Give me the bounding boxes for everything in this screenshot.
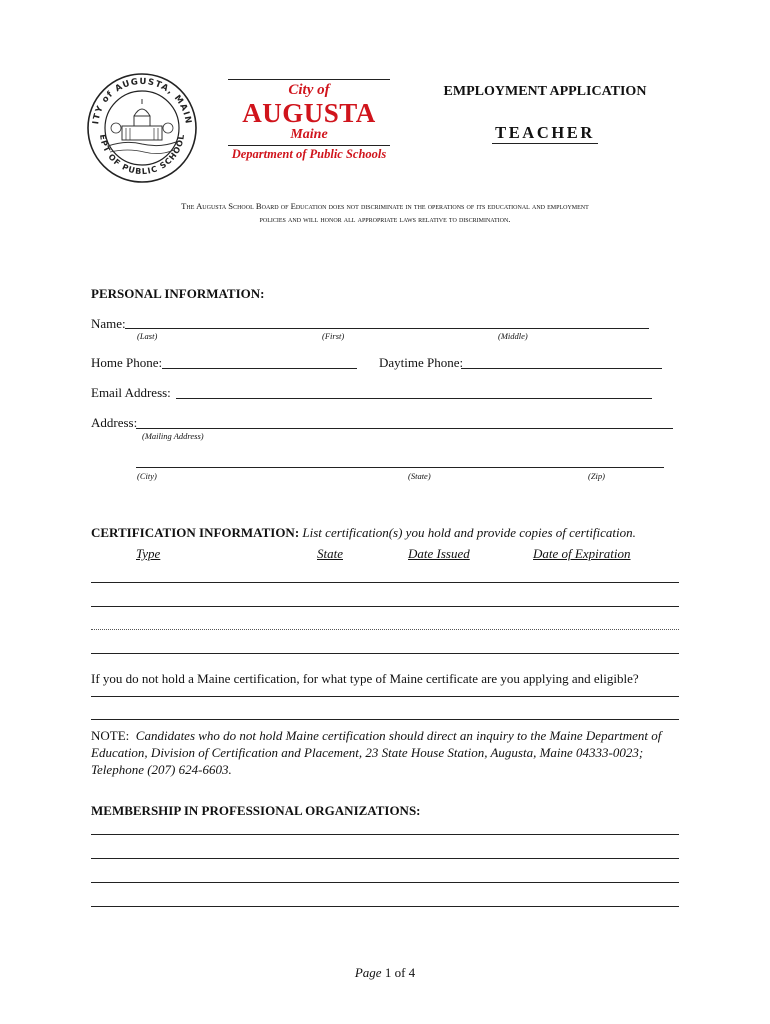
- page-label: Page: [354, 965, 382, 980]
- personal-info-heading: PERSONAL INFORMATION:: [91, 286, 265, 301]
- position-title: TEACHER: [495, 123, 595, 142]
- name-input-line[interactable]: [125, 328, 649, 329]
- last-name-caption: (Last): [137, 331, 158, 341]
- page-number: [0, 965, 770, 981]
- note-line-2: Education, Division of Certification and Placement, 23 State House Station, Augusta, Maine 04333-0023;: [91, 745, 644, 760]
- membership-heading: MEMBERSHIP IN PROFESSIONAL ORGANIZATIONS:: [91, 803, 421, 818]
- email-input-line[interactable]: [176, 398, 652, 399]
- certification-row-3[interactable]: [91, 629, 679, 630]
- non-discrimination-notice-line1: The Augusta School Board of Education does not discriminate in the operations of its educational and employment: [181, 201, 589, 211]
- state-caption: (State): [408, 471, 431, 481]
- certification-row-4[interactable]: [91, 653, 679, 654]
- col-date-issued: Date Issued: [408, 546, 470, 561]
- name-label: Name:: [91, 316, 126, 331]
- zip-caption: (Zip): [588, 471, 605, 481]
- maine-cert-answer-line-1[interactable]: [91, 696, 679, 697]
- note-text-1: Candidates who do not hold Maine certification should direct an inquiry to the Maine Department of: [135, 728, 662, 743]
- middle-name-caption: (Middle): [498, 331, 528, 341]
- maine-cert-answer-line-2[interactable]: [91, 719, 679, 720]
- svg-text:DEPT OF PUBLIC SCHOOLS: EPT OF PUBLIC SCHOOL: [97, 133, 187, 177]
- city-caption: (City): [137, 471, 157, 481]
- city-of-label: City of: [288, 82, 330, 98]
- note-line-3: Telephone (207) 624-6603.: [91, 762, 232, 777]
- certification-note: [91, 727, 691, 778]
- address-label: Address:: [91, 415, 138, 430]
- membership-line-3[interactable]: [91, 882, 679, 883]
- svg-text:CITY of AUGUSTA, MAINE: ITY of AUGUSTA, MAIN: [91, 76, 193, 126]
- certification-instruction: List certification(s) you hold and provide copies of certification.: [302, 525, 636, 540]
- mailing-address-input-line[interactable]: [136, 428, 673, 429]
- col-type: Type: [136, 546, 161, 561]
- certification-heading-row: [91, 525, 636, 541]
- certification-row-2[interactable]: [91, 606, 679, 607]
- certification-heading: CERTIFICATION INFORMATION:: [91, 525, 300, 540]
- position-underline: [492, 143, 598, 144]
- first-name-caption: (First): [322, 331, 345, 341]
- maine-cert-question: If you do not hold a Maine certification, for what type of Maine certificate are you applying and eligible?: [91, 671, 639, 686]
- col-date-expiration: Date of Expiration: [533, 546, 631, 561]
- seal-icon: [86, 72, 198, 184]
- home-phone-input-line[interactable]: [162, 368, 357, 369]
- note-line-1: [91, 727, 691, 744]
- city-state-zip-input-line[interactable]: [136, 467, 664, 468]
- department-label: Department of Public Schools: [231, 147, 387, 161]
- page-count: 1 of 4: [384, 965, 416, 980]
- header-rule-bottom: [228, 145, 390, 146]
- city-seal: [86, 72, 198, 184]
- email-label: Email Address:: [91, 385, 171, 400]
- daytime-phone-label: Daytime Phone:: [379, 355, 464, 370]
- note-label: NOTE:: [91, 728, 130, 743]
- maine-label: Maine: [290, 127, 328, 142]
- mailing-address-caption: (Mailing Address): [142, 431, 204, 441]
- membership-line-1[interactable]: [91, 834, 679, 835]
- header-rule-top: [228, 79, 390, 80]
- membership-line-2[interactable]: [91, 858, 679, 859]
- membership-line-4[interactable]: [91, 906, 679, 907]
- non-discrimination-notice-line2: policies and will honor all appropriate laws relative to discrimination.: [259, 214, 511, 224]
- daytime-phone-input-line[interactable]: [461, 368, 662, 369]
- augusta-wordmark: AUGUSTA: [242, 98, 376, 128]
- home-phone-label: Home Phone:: [91, 355, 163, 370]
- form-title: EMPLOYMENT APPLICATION: [443, 84, 647, 99]
- col-state: State: [317, 546, 343, 561]
- certification-row-1[interactable]: [91, 582, 679, 583]
